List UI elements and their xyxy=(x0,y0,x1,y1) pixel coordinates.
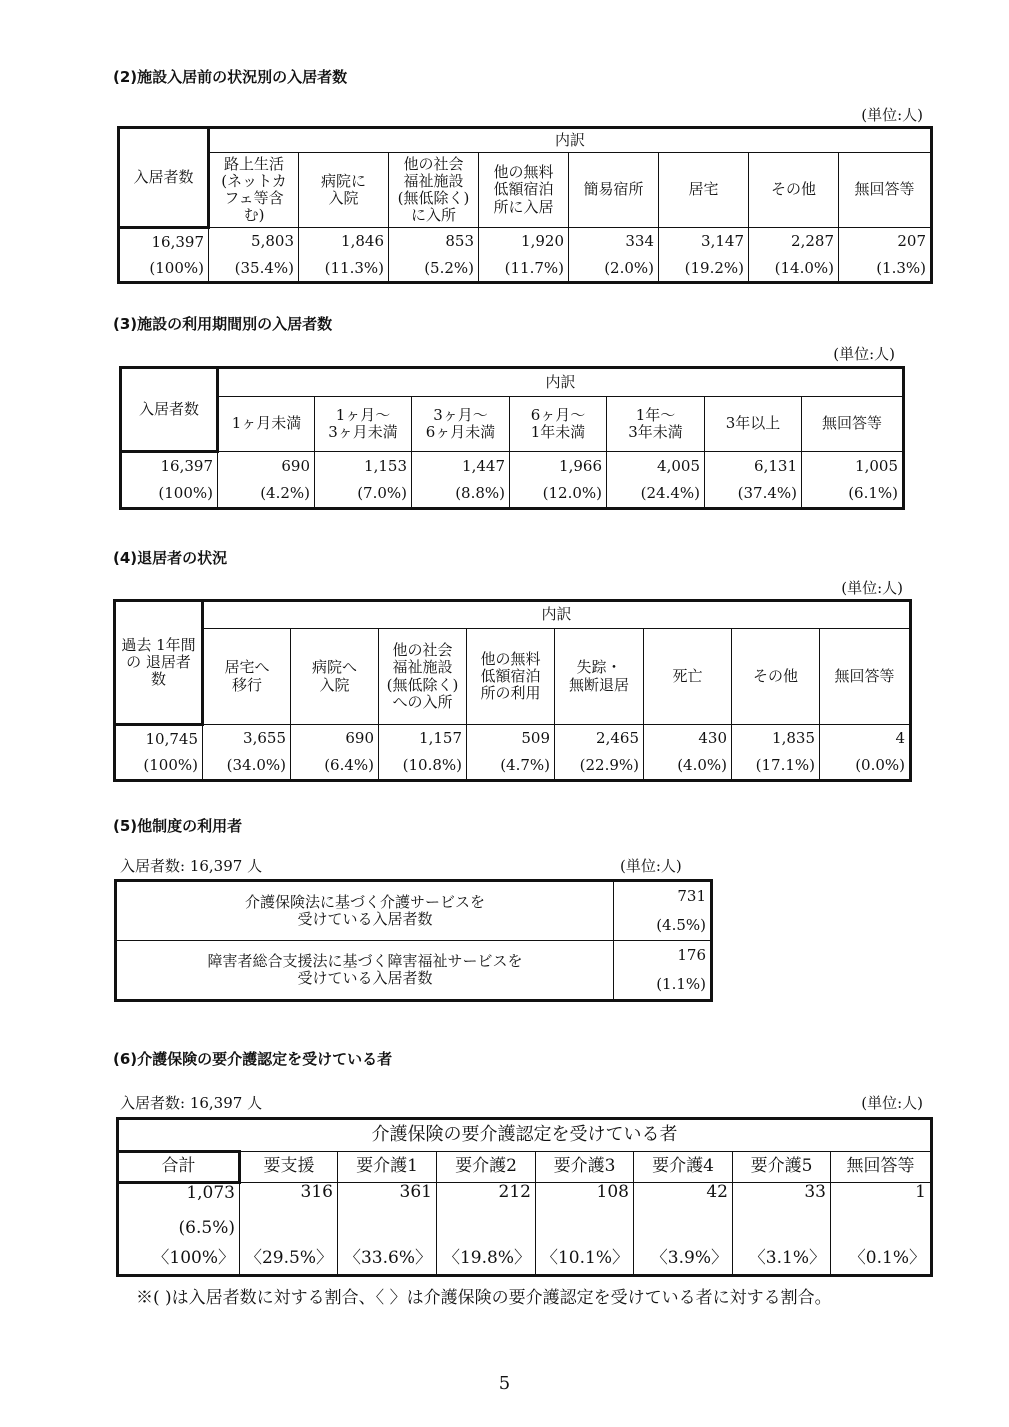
section-3-heading: (3)施設の利用期間別の入居者数 xyxy=(113,315,333,333)
section-6-resident-count: 入居者数: 16,397 人 xyxy=(120,1094,263,1112)
s6-empty-cell xyxy=(437,1214,536,1245)
section-6-heading: (6)介護保険の要介護認定を受けている者 xyxy=(113,1050,393,1068)
s4-pct-cell: (22.9%) xyxy=(555,753,644,781)
section-2-heading: (2)施設入居前の状況別の入居者数 xyxy=(113,68,348,86)
s4-col-header: 病院へ 入院 xyxy=(291,629,379,725)
s6-title: 介護保険の要介護認定を受けている者 xyxy=(118,1119,932,1152)
s6-ratio-cell: 〈0.1%〉 xyxy=(831,1245,932,1276)
s6-empty-cell xyxy=(634,1214,733,1245)
s6-value-cell: 42 xyxy=(634,1183,733,1214)
s4-col-header: 無回答等 xyxy=(820,629,911,725)
s3-col-header: 無回答等 xyxy=(802,397,904,452)
s3-pct-cell: (12.0%) xyxy=(510,481,607,509)
s6-empty-cell xyxy=(733,1214,831,1245)
section-4-table xyxy=(113,599,912,782)
s4-pct-cell: (100%) xyxy=(115,753,203,781)
s2-col-header: 無回答等 xyxy=(839,153,932,228)
s3-col-header: 1ヶ月～ 3ヶ月未満 xyxy=(315,397,412,452)
s3-col-header: 1年～ 3年未満 xyxy=(607,397,705,452)
s4-value-cell: 4 xyxy=(820,725,911,753)
s2-pct-cell: (1.3%) xyxy=(839,256,932,283)
s4-value-cell: 2,465 xyxy=(555,725,644,753)
s3-col-header: 3年以上 xyxy=(705,397,802,452)
s5-row-1-label: 介護保険法に基づく介護サービスを 受けている入居者数 xyxy=(116,881,614,941)
s4-col-header: その他 xyxy=(732,629,820,725)
s2-value-cell: 1,920 xyxy=(479,228,569,256)
s6-ratio-cell: 〈10.1%〉 xyxy=(536,1245,634,1276)
s3-value-cell: 16,397 xyxy=(121,452,218,481)
s4-value-cell: 10,745 xyxy=(115,725,203,753)
s4-pct-cell: (4.0%) xyxy=(644,753,732,781)
s6-ratio-cell: 〈3.9%〉 xyxy=(634,1245,733,1276)
s4-total-label: 過去 1年間の 退居者数 xyxy=(115,601,203,725)
s6-col-header: 無回答等 xyxy=(831,1152,932,1183)
page-number: 5 xyxy=(498,1373,511,1394)
s4-value-cell: 430 xyxy=(644,725,732,753)
s2-pct-cell: (2.0%) xyxy=(569,256,659,283)
s3-value-cell: 1,966 xyxy=(510,452,607,481)
s6-empty-cell xyxy=(338,1214,437,1245)
s2-pct-cell: (14.0%) xyxy=(749,256,839,283)
s2-pct-cell: (100%) xyxy=(119,256,209,283)
s4-pct-cell: (6.4%) xyxy=(291,753,379,781)
s4-col-header: 他の無料 低額宿泊 所の利用 xyxy=(467,629,555,725)
s3-value-cell: 1,447 xyxy=(412,452,510,481)
s2-pct-cell: (5.2%) xyxy=(389,256,479,283)
s2-col-header: 他の無料 低額宿泊 所に入居 xyxy=(479,153,569,228)
s6-value-cell: 1,073 xyxy=(118,1183,240,1214)
s5-row-2-label: 障害者総合支援法に基づく障害福祉サービスを 受けている入居者数 xyxy=(116,941,614,1001)
s3-value-cell: 1,153 xyxy=(315,452,412,481)
s4-col-header: 死亡 xyxy=(644,629,732,725)
s4-pct-cell: (17.1%) xyxy=(732,753,820,781)
s5-row-1-value: 731 xyxy=(614,881,712,911)
s4-value-cell: 1,835 xyxy=(732,725,820,753)
s6-empty-cell xyxy=(536,1214,634,1245)
s2-pct-cell: (11.3%) xyxy=(299,256,389,283)
section-6-unit: (単位:人) xyxy=(861,1094,923,1112)
s6-ratio-cell: 〈3.1%〉 xyxy=(733,1245,831,1276)
s6-empty-cell xyxy=(831,1214,932,1245)
s4-value-cell: 690 xyxy=(291,725,379,753)
s5-row-1-pct: (4.5%) xyxy=(614,911,712,941)
section-5-table xyxy=(114,879,713,1002)
section-4-unit: (単位:人) xyxy=(841,579,903,597)
section-5-resident-count: 入居者数: 16,397 人 xyxy=(120,857,263,875)
s3-pct-cell: (7.0%) xyxy=(315,481,412,509)
s3-pct-cell: (37.4%) xyxy=(705,481,802,509)
s2-value-cell: 16,397 xyxy=(119,228,209,256)
s4-pct-cell: (34.0%) xyxy=(203,753,291,781)
s2-col-header: 簡易宿所 xyxy=(569,153,659,228)
s2-value-cell: 207 xyxy=(839,228,932,256)
s4-group-label: 内訳 xyxy=(203,601,911,629)
s2-pct-cell: (11.7%) xyxy=(479,256,569,283)
s2-col-header: 病院に 入院 xyxy=(299,153,389,228)
s3-col-header: 3ヶ月～ 6ヶ月未満 xyxy=(412,397,510,452)
s4-col-header: 居宅へ 移行 xyxy=(203,629,291,725)
s2-value-cell: 853 xyxy=(389,228,479,256)
s6-value-cell: 316 xyxy=(240,1183,338,1214)
s2-col-header: 居宅 xyxy=(659,153,749,228)
s6-value-cell: 1 xyxy=(831,1183,932,1214)
s6-empty-cell xyxy=(240,1214,338,1245)
s3-pct-cell: (4.2%) xyxy=(218,481,315,509)
section-2-unit: (単位:人) xyxy=(861,106,923,124)
section-5-heading: (5)他制度の利用者 xyxy=(113,817,243,835)
s6-value-cell: 108 xyxy=(536,1183,634,1214)
s6-value-cell: 361 xyxy=(338,1183,437,1214)
s6-value-cell: 33 xyxy=(733,1183,831,1214)
s6-ratio-cell: 〈29.5%〉 xyxy=(240,1245,338,1276)
s3-pct-cell: (6.1%) xyxy=(802,481,904,509)
s3-pct-cell: (8.8%) xyxy=(412,481,510,509)
s2-total-label: 入居者数 xyxy=(119,128,209,228)
s2-col-header: 他の社会 福祉施設 (無低除く) に入所 xyxy=(389,153,479,228)
section-3-unit: (単位:人) xyxy=(833,345,895,363)
s3-pct-cell: (24.4%) xyxy=(607,481,705,509)
s2-pct-cell: (35.4%) xyxy=(209,256,299,283)
s3-total-label: 入居者数 xyxy=(121,368,218,452)
s5-row-2-pct: (1.1%) xyxy=(614,971,712,1001)
s4-pct-cell: (10.8%) xyxy=(379,753,467,781)
s4-value-cell: 3,655 xyxy=(203,725,291,753)
s2-value-cell: 5,803 xyxy=(209,228,299,256)
s4-col-header: 他の社会 福祉施設 (無低除く) への入所 xyxy=(379,629,467,725)
s6-ratio-cell: 〈19.8%〉 xyxy=(437,1245,536,1276)
s4-pct-cell: (4.7%) xyxy=(467,753,555,781)
s4-value-cell: 509 xyxy=(467,725,555,753)
s3-pct-cell: (100%) xyxy=(121,481,218,509)
s2-value-cell: 2,287 xyxy=(749,228,839,256)
s3-value-cell: 6,131 xyxy=(705,452,802,481)
s6-total-pct: (6.5%) xyxy=(118,1214,240,1245)
s3-col-header: 1ヶ月未満 xyxy=(218,397,315,452)
section-3-table xyxy=(119,366,905,510)
s3-value-cell: 1,005 xyxy=(802,452,904,481)
section-2-table xyxy=(117,126,933,284)
s4-col-header: 失踪・ 無断退居 xyxy=(555,629,644,725)
s6-ratio-cell: 〈100%〉 xyxy=(118,1245,240,1276)
section-4-heading: (4)退居者の状況 xyxy=(113,549,228,567)
section-5-unit: (単位:人) xyxy=(620,857,682,875)
s6-col-header: 要介護5 xyxy=(733,1152,831,1183)
s2-value-cell: 1,846 xyxy=(299,228,389,256)
s6-value-cell: 212 xyxy=(437,1183,536,1214)
s5-row-2-value: 176 xyxy=(614,941,712,971)
s4-value-cell: 1,157 xyxy=(379,725,467,753)
s3-col-header: 6ヶ月～ 1年未満 xyxy=(510,397,607,452)
s6-col-header: 要介護2 xyxy=(437,1152,536,1183)
s6-col-header: 要介護1 xyxy=(338,1152,437,1183)
s6-ratio-cell: 〈33.6%〉 xyxy=(338,1245,437,1276)
s2-col-header: その他 xyxy=(749,153,839,228)
s2-col-header: 路上生活 (ネットカ フェ等含 む) xyxy=(209,153,299,228)
s2-value-cell: 3,147 xyxy=(659,228,749,256)
s2-pct-cell: (19.2%) xyxy=(659,256,749,283)
s3-value-cell: 690 xyxy=(218,452,315,481)
s6-col-header: 要支援 xyxy=(240,1152,338,1183)
s6-col-header: 要介護4 xyxy=(634,1152,733,1183)
s3-value-cell: 4,005 xyxy=(607,452,705,481)
s6-col-header: 要介護3 xyxy=(536,1152,634,1183)
s2-value-cell: 334 xyxy=(569,228,659,256)
s2-group-label: 内訳 xyxy=(209,128,932,153)
s3-group-label: 内訳 xyxy=(218,368,904,397)
footnote: ※( )は入居者数に対する割合、〈 〉は介護保険の要介護認定を受けている者に対する割合。 xyxy=(136,1288,832,1308)
s6-col-header: 合計 xyxy=(118,1152,240,1183)
section-6-table xyxy=(116,1117,933,1277)
s4-pct-cell: (0.0%) xyxy=(820,753,911,781)
